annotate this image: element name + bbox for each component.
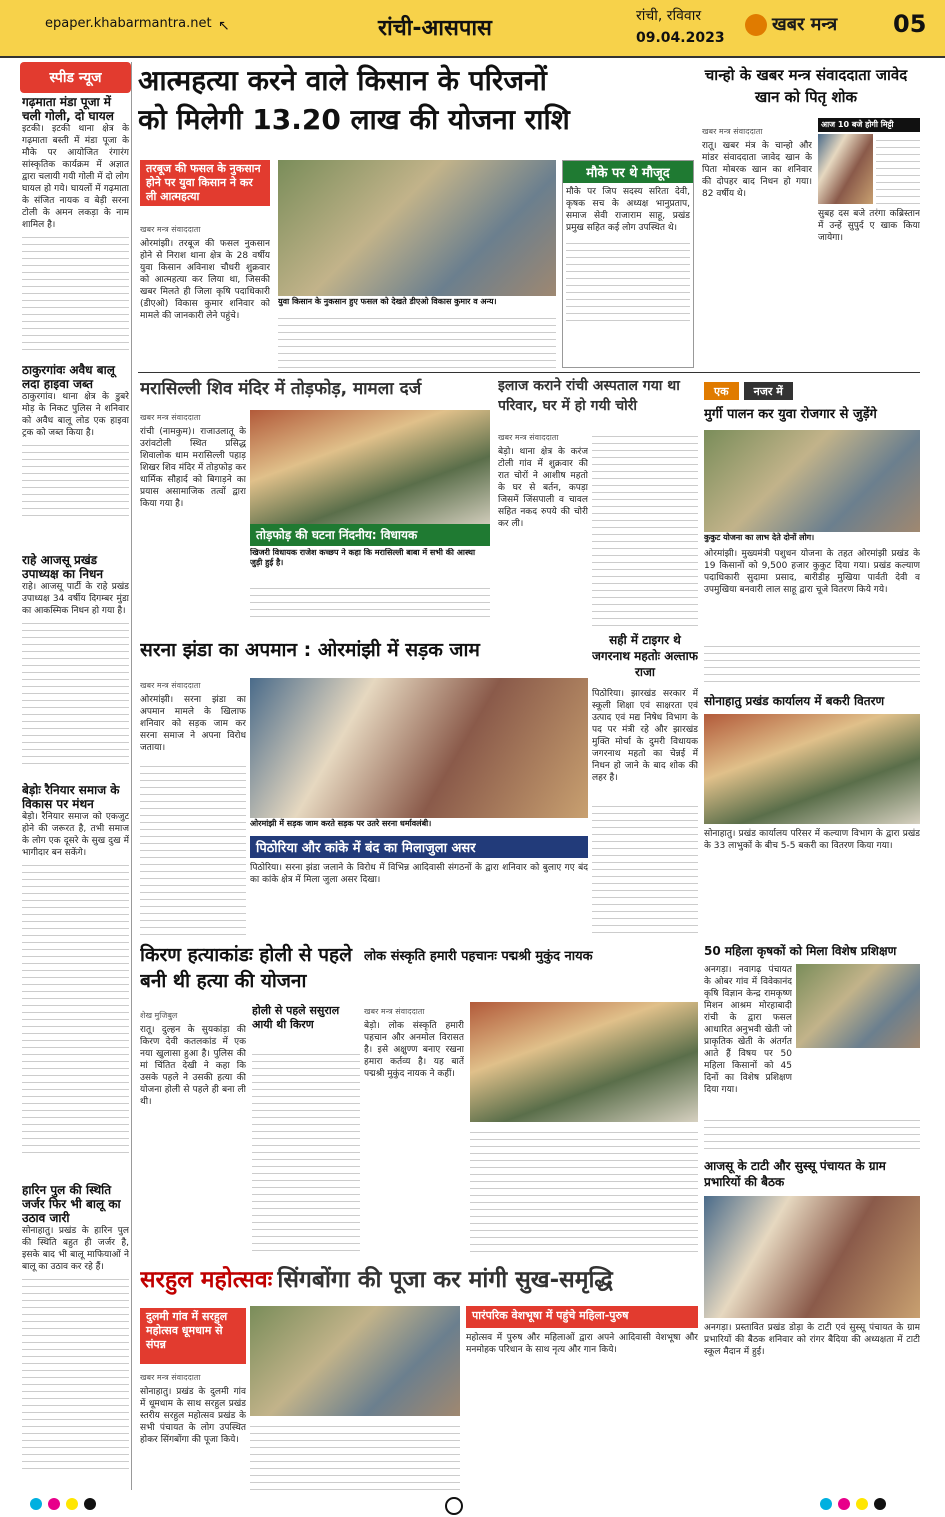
- murgi-body-extra: [704, 640, 920, 688]
- news-title: राहे आजसू प्रखंड उपाध्यक्ष का निधन: [22, 553, 104, 581]
- news-body: बेड़ो। रैनियार समाज को एकजुट होने की जरूरत है, तभी समाज के लोग एक दूसरे के सुख दुख में भागीदार बन सकेंगे।: [22, 812, 129, 858]
- ek-nazar-bar: एक नजर में: [704, 380, 920, 400]
- right-top-byline: खबर मन्त्र संवाददाता: [702, 127, 763, 136]
- sarhul-headline: सरहुल महोत्सवः सिंगबोंगा की पूजा कर मांगी सुख-समृद्धि: [140, 1267, 613, 1293]
- sidebox-title: मौके पर थे मौजूद: [563, 161, 693, 183]
- marasilli-byline: खबर मन्त्र संवाददाता: [140, 413, 201, 422]
- left-news-item: [22, 553, 129, 783]
- section-title: रांची-आसपास: [378, 16, 492, 41]
- murgi-photo: [704, 430, 920, 532]
- hospital-headline: इलाज कराने रांची अस्पताल गया था परिवार, घर में हो गयी चोरी: [498, 378, 680, 414]
- magenta-dot-icon: [48, 1498, 60, 1510]
- lead-headline: [138, 64, 696, 156]
- sarhul-body-fill: [250, 1420, 460, 1490]
- hospital-body: बेड़ो। थाना क्षेत्र के करंज टोली गांव में शुक्रवार की रात चोरों ने आशीष महतो के घर से बर्तन, कपड़ा जिसमें जिंसपाली व चावल सहित नकद रुपये की चोरी कर ली।: [498, 447, 588, 529]
- deceased-portrait: [818, 134, 873, 204]
- lead-photo-caption: युवा किसान के नुकसान हुए फसल को देखते डीएओ विकास कुमार व अन्य।: [278, 296, 556, 310]
- black-dot-icon: [874, 1498, 886, 1510]
- site-url[interactable]: epaper.khabarmantra.net: [45, 16, 212, 31]
- marasilli-body: रांची (नामकुम)। राजाउलातू के उरांवटोली स्थित प्रसिद्ध शिवालोक धाम मरासिल्ली पहाड़ शिखर शिव मंदिर में तोड़फोड़ कर धार्मिक सौहार्द को बिगाड़ने का प्रयास असामाजिक तत्वों द्वारा किया गया है।: [140, 427, 246, 509]
- sarna-photo: [250, 678, 588, 818]
- tiger-headline: सही में टाइगर थे जगरनाथ महतोः अल्ताफ राजा: [592, 633, 698, 679]
- section-divider: [138, 372, 920, 373]
- black-dot-icon: [84, 1498, 96, 1510]
- right-top-side-text: [876, 134, 920, 204]
- marasilli-headline: मरासिल्ली शिव मंदिर में तोड़फोड़, मामला दर्ज: [140, 379, 422, 399]
- sarna-headline: सरना झंडा का अपमान : ओरमांझी में सड़क जाम: [140, 639, 480, 661]
- left-news-column: [20, 62, 132, 1490]
- sarna-subheadline: पिठोरिया और कांके में बंद का मिलाजुला असर: [250, 836, 588, 858]
- hospital-body-cols: [592, 430, 698, 626]
- sarna-sub-body: पिठोरिया। सरना झंडा जलाने के विरोध में विभिन्न आदिवासी संगठनों के द्वारा शनिवार को बुलाए गए बंद का कांके क्षेत्र में मिला जुला असर दिखा।: [250, 863, 588, 885]
- padmashri-body-fill: [470, 1126, 698, 1256]
- left-news-list: [20, 93, 131, 1485]
- sarhul-byline: खबर मन्त्र संवाददाता: [140, 1373, 201, 1382]
- marasilli-photo-caption: खिजरी विधायक राजेश कच्छप ने कहा कि मरासिल्ली बाबा में सभी की आस्था जुड़ी हुई है।: [250, 548, 476, 567]
- mahila-body: अनगड़ा। नवागढ़ पंचायत के ओबर गांव में विवेकानंद कृषि विज्ञान केन्द्र रामकृष्ण मिशन आश्रम मोरहाबादी रांची के द्वारा फसल आधारित अनुभवी खेती जो प्राकृतिक खेती के अंतर्गत आते हैं विषय पर 50 महिला किसानों को 45 दिनों का विशेष प्रशिक्षण दिया गया।: [704, 965, 792, 1095]
- kiran-body-fill: [252, 1048, 360, 1254]
- yellow-dot-icon: [856, 1498, 868, 1510]
- sarna-body: ओरमांझी। सरना झंडा का अपमान मामले के खिलाफ शनिवार को सड़क जाम कर सरना समाज ने अपना विरोध जताया।: [140, 695, 246, 753]
- left-news-item: [22, 363, 129, 553]
- murgi-body: ओरमांझी। मुख्यमंत्री पशुधन योजना के तहत ओरमांझी प्रखंड के 19 किसानों को 9,500 हजार कुकुट दिया गया। प्रखंड कल्याण पदाधिकारी सुदामा प्रसाद, बारीडीह मुखिया पार्वती देवी व उपमुखिया बनवारी लाल साहू द्वारा चूजे वितरण किये गये।: [704, 549, 920, 595]
- speed-news-badge: स्पीड न्यूज: [20, 62, 131, 93]
- right-top-photo-note: आज 10 बजे होगी मिट्टी: [818, 118, 920, 132]
- page-number: 05: [893, 10, 927, 38]
- cursor-icon: ↖: [218, 18, 230, 34]
- news-title: हारिन पुल की स्थिति जर्जर फिर भी बालू का उठाव जारी: [22, 1183, 121, 1225]
- city-day: रांची, रविवार: [636, 8, 702, 24]
- crosshair-icon: [445, 1497, 463, 1515]
- mahila-photo: [796, 964, 920, 1048]
- lead-body-cols: [278, 312, 556, 368]
- sonahatu-body: सोनाहातु। प्रखंड कार्यालय परिसर में कल्याण विभाग के द्वारा प्रखंड के 33 लाभुकों के बीच 5-5 बकरी का वितरण किया गया।: [704, 829, 920, 851]
- sidebox-body: मौके पर जिप सदस्य सरिता देवी, कृषक सच के अध्यक्ष भानुप्रताप, समाज सेवी राजाराम साहू, प्रखंड प्रमुख सहित कई लोग उपस्थित थे।: [566, 187, 690, 233]
- lead-subhead: तरबूज की फसल के नुकसान होने पर युवा किसान ने कर ली आत्महत्या: [140, 160, 270, 210]
- sarhul-sub2-body: महोत्सव में पुरुष और महिलाओं द्वारा अपने आदिवासी वेशभूषा और मनमोहक परिधान के साथ नृत्य और गान किये।: [466, 1333, 698, 1355]
- padmashri-body: बेड़ो। लोक संस्कृति हमारी पहचान और अनमोल विरासत है। इसे अक्षुण्ण बनाए रखना हमारा कर्तव्य है। यह बातें पद्मश्री मुकुंद नायक ने कहीं।: [364, 1021, 464, 1079]
- lead-body-col1: ओरमांझी। तरबूज की फसल नुकसान होने से निराश थाना क्षेत्र के 28 वर्षीय युवा किसान अविनाश चौधरी शुक्रवार को आत्महत्या कर लिया था, जिसकी खबर मिलते ही जिला कृषि पदाधिकारी (डीएओ) विकास कुमार शनिवार को मामले की जानकारी लेने पहुंचे।: [140, 239, 270, 321]
- kiran-byline: शेख मुजिबुल: [140, 1011, 178, 1020]
- kiran-subhead: होली से पहले ससुराल आयी थी किरण: [252, 1004, 340, 1031]
- marasilli-body-cols: [250, 582, 490, 622]
- news-title: बेड़ोः रैनियार समाज के विकास पर मंथन: [22, 783, 120, 811]
- yellow-dot-icon: [66, 1498, 78, 1510]
- ajsu-headline: आजसू के टाटी और सुस्सू पंचायत के ग्राम प्रभारियों की बैठक: [704, 1159, 886, 1189]
- padmashri-byline: खबर मन्त्र संवाददाता: [364, 1007, 425, 1016]
- padmashri-photo: [470, 1002, 698, 1122]
- left-news-item: [22, 1183, 129, 1483]
- mahila-body-fill: [704, 1114, 920, 1154]
- kiran-headline: किरण हत्याकांडः होली से पहले बनी थी हत्या की योजना: [140, 944, 352, 992]
- sonahatu-photo: [704, 714, 920, 824]
- sarhul-body: सोनाहातु। प्रखंड के दुलमी गांव में धूमधाम के साथ सरहुल प्रखंड स्तरीय सरहुल महोत्सव प्रखंड के सभी पंचायत के लोग उपस्थित होकर सिंगबोंगा की पूजा किये।: [140, 1387, 246, 1445]
- news-title: ठाकुरगांवः अवैध बालू लदा हाइवा जब्त: [22, 363, 115, 391]
- sarhul-photo-1: [250, 1306, 460, 1416]
- news-body: इटकी। इटकी थाना क्षेत्र के गढ़माता बस्ती में मंडा पूजा के मौके पर आयोजित रंगारंग सांस्कृतिक कार्यक्रम में अज्ञात द्वारा चलायी गयी गोली में दो लोग घायल हो गये। घायलों में गढ़माता के संजित नायक व बेड़ी सरना टोली के अमन लकड़ा के नाम शामिल है।: [22, 124, 129, 230]
- tiger-body-fill: [592, 800, 698, 938]
- marasilli-caption-box: तोड़फोड़ की घटना निंदनीय: विधायक: [250, 524, 490, 546]
- cyan-dot-icon: [820, 1498, 832, 1510]
- mahila-headline: 50 महिला कृषकों को मिला विशेष प्रशिक्षण: [704, 944, 897, 958]
- sarna-photo-caption: ओरमांझी में सड़क जाम करते सड़क पर उतरे सरना धर्मावलंबी।: [250, 819, 432, 828]
- right-top-body: रातू। खबर मंत्र के चान्हो और मांडर संवाददाता जावेद खान के पिता मोबरक खान का शनिवार की दोपहर बाद निधन हो गया। 82 वर्षीय थे।: [702, 141, 812, 199]
- magenta-dot-icon: [838, 1498, 850, 1510]
- lead-byline: खबर मन्त्र संवाददाता: [140, 225, 201, 234]
- news-body: राहे। आजसू पार्टी के राहे प्रखंड उपाध्यक्ष 34 वर्षीय दिगम्बर मुंडा का आकस्मिक निधन हो गया है।: [22, 582, 129, 616]
- padmashri-headline: लोक संस्कृति हमारी पहचानः पद्मश्री मुकुंद नायक: [364, 949, 593, 964]
- left-news-item: [22, 95, 129, 363]
- tiger-body: पिठोरिया। झारखंड सरकार में स्कूली शिक्षा एवं साक्षरता एवं उत्पाद एवं मद्य निषेध विभाग के पद पर मंत्री रहे और झारखंड मुक्ति मोर्चा के दुमरी विधायक जगरनाथ महतो का चेन्नई में निधन हो जाने के बाद शोक की लहर है।: [592, 689, 698, 783]
- lead-photo: [278, 160, 556, 300]
- murgi-photo-caption: कुकुट योजना का लाभ देते दोनों लोग।: [704, 533, 815, 542]
- present-sidebox: [562, 160, 694, 368]
- news-body: ठाकुरगांव। थाना क्षेत्र के डुबरे मोड़ के निकट पुलिस ने शनिवार को अवैध बालू लोड एक हाइवा ट्रक को जब्त किया है।: [22, 392, 129, 438]
- news-title: गढ़माता मंडा पूजा में चली गोली, दो घायल: [22, 95, 114, 123]
- right-top-headline: चान्हो के खबर मन्त्र संवाददाता जावेद खान को पितृ शोक: [704, 66, 908, 106]
- brand-logo-icon: [745, 14, 767, 36]
- kiran-body: रातू। दुल्हन के सुयकांड़ा की किरण देवी कतलकांड में एक नया खुलासा हुआ है। पुलिस की मां चिंतित देखी ने कहा कि उसके पहले ने उसकी हत्या की योजना होली से पहले ही बना ली थी।: [140, 1025, 246, 1107]
- sarhul-subhead: दुलमी गांव में सरहुल महोत्सव धूमधाम से संपन्न: [140, 1308, 246, 1364]
- sarna-byline: खबर मन्त्र संवाददाता: [140, 681, 201, 690]
- marasilli-photo: [250, 410, 490, 528]
- lead-headline-line1: आत्महत्या करने वाले किसान के परिजनों: [138, 64, 547, 97]
- sarna-body-fill: [140, 760, 246, 936]
- print-registration-bar: [0, 1492, 945, 1517]
- edition-date: 09.04.2023: [636, 30, 725, 46]
- hospital-byline: खबर मन्त्र संवाददाता: [498, 433, 559, 442]
- sonahatu-headline: सोनाहातु प्रखंड कार्यालय में बकरी वितरण: [704, 694, 885, 708]
- sarhul-subhead2: पारंपरिक वेशभूषा में पहुंचे महिला-पुरुष: [466, 1306, 698, 1328]
- news-body: सोनाहातु। प्रखंड के हारिन पुल की स्थिति बहुत ही जर्जर है, इसके बाद भी बालू माफियाओं ने बालू का उठाव कर रहे हैं।: [22, 1226, 129, 1272]
- murgi-headline: मुर्गी पालन कर युवा रोजगार से जुड़ेंगे: [704, 407, 877, 422]
- lead-headline-line2: को मिलेगी 13.20 लाख की योजना राशि: [138, 103, 570, 136]
- ajsu-body: अनगड़ा। प्रस्तावित प्रखंड डोड़ा के टाटी एवं सुस्सू पंचायत के ग्राम प्रभारियों की बैठक शनिवार को रांगर बैदिया की अध्यक्षता में टाटी स्कूल मैदान में हुई।: [704, 1323, 920, 1357]
- cyan-dot-icon: [30, 1498, 42, 1510]
- masthead: [0, 0, 945, 58]
- ajsu-photo: [704, 1196, 920, 1318]
- left-news-item: [22, 783, 129, 1183]
- right-top-body2: सुबह दस बजे तरंगा कब्रिस्तान में उन्हें सुपुर्द ए खाक किया जायेगा।: [818, 209, 920, 243]
- brand-name: खबर मन्त्र: [772, 14, 838, 35]
